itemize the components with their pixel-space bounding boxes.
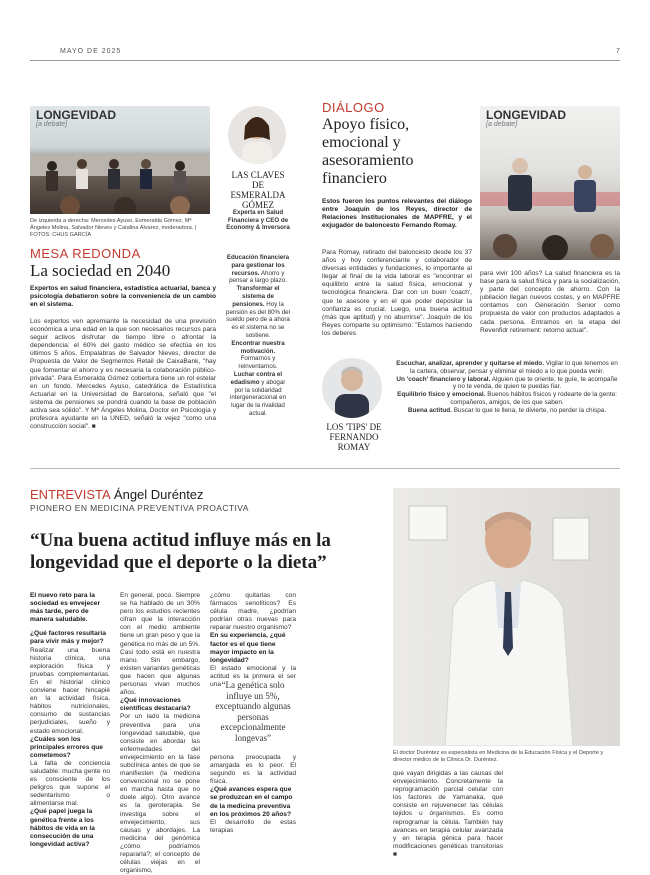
claves-item [226, 254, 290, 285]
claves-item-text: y abogar por la solidaridad intergeneracional en lugar de la rivalidad actual. [229, 378, 287, 417]
section-divider [30, 468, 620, 469]
dialogo-body-1: Para Romay, retirado del baloncesto desde los 37 años y hoy conferenciante y colaborador de diversas entidades y fundaciones, lo importante al llegar al final de la vida laboral es "encontrar el equilibrio entre la salud física, emocional y tecnológica financiera. Dar con un buen 'coach', que te asesore y en el que poder depositar la confianza es crucial. Luego, una buena actitud (más que aptitud) y no aburrirse". Joaquín de los Reyes comparte su optimismo: "Estamos haciendo los deberes [322, 249, 472, 337]
claves-item-head: Luchar contra el edadismo [230, 370, 283, 386]
entrevista-col-2 [120, 592, 200, 875]
answer-4-cont: ¿cómo quitarlas con fármacos senolíticos? Es célula madre, ¿podrían podrían otras nuevas para reparar nuestro organismo? [210, 592, 296, 632]
question-2: ¿Cuáles son los principales errores que cometemos? [30, 735, 103, 759]
doctor-caption: El doctor Duréntez es especialista en Medicina de la Educación Física y el Deporte y director médico de la Clínica Dr. Duréntez. [393, 750, 604, 763]
claves-item-text: Hoy la pensión es del 80% del sueldo pero de a ahora es el sistema no se sostiene. [226, 300, 290, 339]
answer-5: El estado emocional y la actitud es la primera el ser una [210, 664, 296, 689]
tips-item-text: Buenos hábitos físicos y rodearte de la gente: compañeros, amigos, de los que saben. [450, 391, 617, 406]
entrevista-headline: “Una buena actitud influye más en la longevidad que el deporte o la dieta” [30, 530, 331, 573]
answer-5-cont: persona preocupada y amargada es lo peor. El segundo es la actividad física. [210, 754, 296, 786]
answer-6-cont-a: que vayan dirigidas a las causas del envejecimiento. Concretamente la reprogramación parcial celular con los factores de Yamanaka, que consiste en rejuvenecer las células tejidos u órganismos. Es como reprogramar la célula. También hay avances en terapia celular avanzada y en terapia génica para hacer modificaciones genéticas transitorias ■ [393, 770, 503, 858]
roundtable-photo [30, 106, 210, 214]
claves-item-head: Educación financiera para gestionar los recursos. [226, 254, 290, 277]
tips-item-head: Buena actitud. [407, 406, 452, 414]
claves-item-head: Transformar el sistema de pensiones. [232, 285, 280, 308]
header-rule [30, 60, 620, 61]
logo-subtitle: [a debate] [36, 121, 68, 128]
dialogo-photo [480, 106, 620, 260]
entrevista-name: Ángel Duréntez [113, 487, 204, 502]
tips-item [396, 391, 618, 407]
tips-title: LOS 'TIPS' DE FERNANDO ROMAY [326, 422, 382, 452]
entrevista-heading [30, 487, 204, 503]
mesa-lead: Expertos en salud financiera, estadística actuarial, banca y psicología debatieron sobre la conveniencia de un cambio en el sistema. [30, 285, 216, 309]
tips-item-head: Equilibrio físico y emocional. [397, 391, 486, 399]
tips-item-head: Escuchar, analizar, aprender y quitarse el miedo. [396, 360, 544, 367]
question-4: ¿Qué innovaciones científicas destacaría? [120, 697, 191, 713]
question-3: ¿Qué papel juega la genética frente a los hábitos de vida en la consecución de una longevidad activa? [30, 808, 95, 848]
entrevista-subtitle: PIONERO EN MEDICINA PREVENTIVA PROACTIVA [30, 503, 249, 513]
romay-portrait [322, 358, 382, 418]
tips-item [396, 360, 618, 376]
intro-bold: El nuevo reto para la sociedad es envejecer más tarde, pero de manera saludable. [30, 592, 101, 624]
claves-list [226, 254, 290, 418]
tips-item-head: Un 'coach' financiero y laboral. [396, 375, 491, 383]
entrevista-col-1 [30, 592, 110, 849]
answer-1: Realizar una buena historia clínica, una exploración física y pruebas complementarias. En el historial clínico conviene hacer hincapié en la actividad física, hábitos nutricionales, consumo de sustancias perjudiciales, sueño y estado emocional. [30, 646, 110, 735]
claves-title: LAS CLAVES DE ESMERALDA GÓMEZ [230, 170, 286, 210]
dialogo-people-illustration [480, 106, 620, 260]
logo-subtitle: [a debate] [486, 121, 518, 128]
doctor-photo [393, 488, 620, 746]
panel-people-illustration [30, 106, 210, 214]
mesa-title: La sociedad en 2040 [30, 261, 171, 280]
tips-item-text: Vigilar lo que tenemos en la cartera, observar, pensar y eliminar el miedo a lo que pueda venir. [410, 360, 618, 375]
question-1: ¿Qué factores resultaría para vivir más y mejor? [30, 630, 106, 646]
claves-item-text: Formarnos y reinventarnos. [238, 355, 278, 371]
answer-6: El desarrollo de estas terapias [210, 818, 296, 834]
dialogo-kicker: DIÁLOGO [322, 100, 385, 115]
page-number: 7 [616, 48, 621, 55]
question-5: En su experiencia, ¿qué factor es el que tiene mayor impacto en la longevidad? [210, 632, 286, 664]
mesa-kicker: MESA REDONDA [30, 246, 141, 261]
claves-item [226, 340, 290, 371]
tips-item [396, 407, 618, 415]
logo-longevidad: LONGEVIDAD [36, 108, 117, 122]
entrevista-col-3b [210, 754, 296, 835]
mesa-body: Los expertos ven apremiante la necesidad de una previsión económica a una edad en la que son necesarios recursos para seguir activos disfrutar de tiempo libre o afrontar la dependencia: el 60% del gasto médico se efectúa en los últimos 5 años. Empalabras de Salvador Nieves, director de Propuesta de Valor de Segmentos Retail de CaixaBank, "hay que fomentar el ahorro y es necesaria la colaboración público-privada". Para Esmeralda Gómez cobertura tiene un rol estelar en un fondo. Mercedes Ayuso, catedrática de Estadística Actuarial en la Universidad de Barcelona, señaló que "el sistema de pensiones se pondrá cuando la base de población activa sea sólido". Y Mª Ángeles Molina, Doctor en Psicología y profesora ayudante en la UNED, señaló la vejez "como una construcción social". ■ [30, 318, 216, 431]
answer-2: La falta de conciencia saludable: mucha gente no es consciente de los peligros que supone el sedentarismo o alimentarse mal. [30, 759, 110, 808]
pull-quote: “La genética solo influye un 5%, exceptuando algunas personas excepcionalmente longevas” [215, 680, 291, 743]
claves-item [226, 285, 290, 340]
entrevista-kicker: ENTREVISTA [30, 487, 111, 502]
dialogo-body-2: para vivir 100 años? La salud financiera es la base para la salud física y para la socialización, y parte del concepto de ahorro. Con la jubilación llegan nuevos costes, y en MAPFRE contamos con Generación Senior como propuesta de valor con productos adaptados a cada persona. Entramos en la etapa del Revenfidr retirement: retorno actual". [480, 270, 620, 334]
tips-item [396, 376, 618, 392]
entrevista-col-3 [210, 592, 296, 689]
claves-item-text: Ahorro y pensar a largo plazo. [229, 269, 287, 285]
esmeralda-illustration [228, 106, 286, 164]
esmeralda-portrait [228, 106, 286, 164]
dialogo-title: Apoyo físico, emocional y asesoramiento financiero [322, 116, 414, 187]
tips-list [396, 360, 618, 415]
romay-illustration [322, 358, 382, 418]
roundtable-caption: De izquierda a derecha: Mercedes Ayuso, Esmeralda Gómez, Mª Ángeles Molina, Salvador Nieves y Catalina Alvarez, moderadora. | FOTOS: CHUS GARCÍA [30, 218, 197, 238]
claves-item-head: Encontrar nuestra motivación. [231, 339, 285, 355]
doctor-illustration [393, 488, 620, 746]
answer-4: Por un lado la medicina preventiva para una longevidad saludable, que consiste en abordar las enfermedades del envejecimiento en la fase subclínica antes de que se manifiesten (la medicina convencional no se pone en marcha hasta que no duele algo). Otro avance es la geroterapia. Se investiga sobre el envejecimiento, sus causas y abordajes. La medicina del genómica ¿cómo podríamos repararla?; el concepto de células viejas en el organismo, [120, 713, 200, 875]
logo-longevidad: LONGEVIDAD [486, 108, 567, 122]
dialogo-lead: Estos fueron los puntos relevantes del diálogo entre Joaquín de los Reyes, director de Relaciones Institucionales de MAPFRE, y el exjugador de baloncesto Fernando Romay. [322, 198, 472, 230]
claves-item [226, 371, 290, 418]
tips-item-text: Alguien que te oriente, te guíe, te acompañe y no te venda, de quien te puedas fiar. [452, 375, 618, 391]
tips-item-text: Buscar lo que te llena, te divierte, no perder la chispa. [453, 406, 607, 414]
question-6: ¿Qué avances espera que se produzcan en el campo de la medicina preventiva en los próximos 20 años? [210, 786, 293, 818]
claves-role: Experta en Salud Financiera y CEO de Economy & Inversora [226, 209, 290, 232]
issue-date: MAYO DE 2025 [60, 48, 122, 55]
answer-3: En general, poco. Siempre se ha hablado de un 30% pero los estudios recientes cifran que la interacción con el medio ambiente tiene un gran peso y que la genética no más de un 5%. Casi todo está en nuestra mano. Sin embargo, existen variantes genéticas que hacen que algunas personas vivan muchos años. [120, 592, 200, 697]
